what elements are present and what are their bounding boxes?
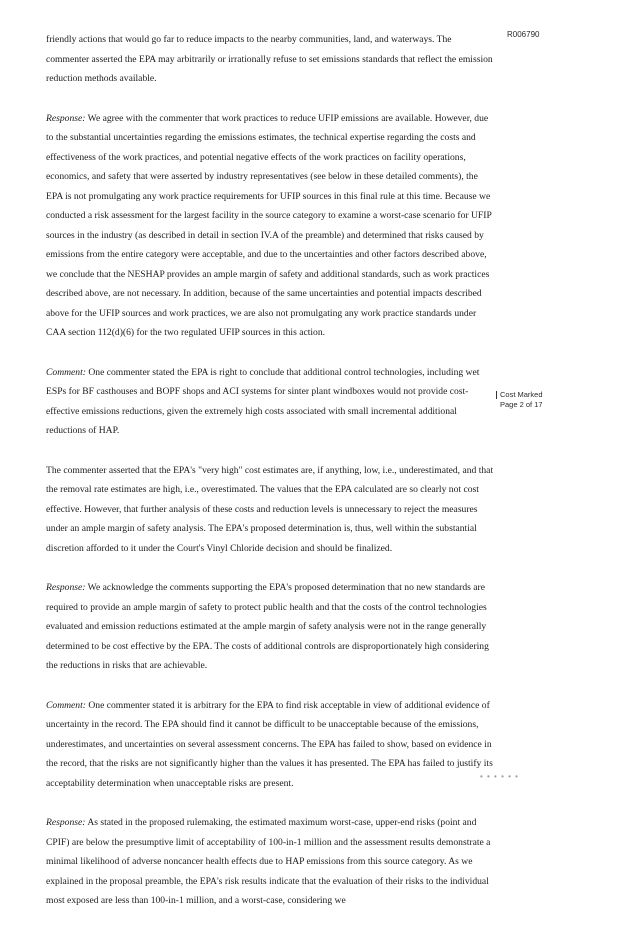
paragraph-text: We acknowledge the comments supporting the EPA's proposed determination that no new standards are required to provide an ample margin of safety to protect public health and that the costs of the control technologies evaluated and emission reductions estimated at the ample margin of safety analysis were not in the range generally determined to be cost effective by the EPA. The costs of additional controls are disproportionately high considering the reductions in risks that are achievable. [46, 582, 489, 671]
paragraph-text: The commenter asserted that the EPA's "very high" cost estimates are, if anything, low, i.e., underestimated, and that the removal rate estimates are high, i.e., overestimated. The values that the EPA calculated are so clearly not cost effective. However, that further analysis of these costs and reduction levels is unnecessary to reject the measures under an ample margin of safety analysis. The EPA's proposed determination is, thus, well within the substantial discretion afforded to it under the Court's Vinyl Chloride decision and should be finalized. [46, 464, 494, 554]
annotation-line-2: Page 2 of 17 [500, 400, 543, 409]
annotation-marker [496, 391, 497, 399]
document-id: R006790 [507, 30, 540, 39]
paragraph-lead: Response: [46, 817, 86, 828]
paragraph-5 [46, 578, 496, 676]
paragraph-4 [46, 461, 496, 559]
paragraph-6 [46, 696, 496, 794]
paragraph-lead: Comment: [46, 699, 86, 711]
paragraph-1 [46, 30, 496, 89]
paragraph-3 [46, 363, 496, 441]
paragraph-lead: Response: [46, 582, 86, 593]
paragraph-lead: Comment: [46, 366, 86, 378]
paragraph-text: friendly actions that would go far to reduce impacts to the nearby communities, land, and waterways. The commenter asserted the EPA may arbitrarily or irrationally refuse to set emissions standards that reflect the emission reduction methods available. [46, 34, 493, 84]
paragraph-2 [46, 109, 496, 343]
paragraph-text: As stated in the proposed rulemaking, the estimated maximum worst-case, upper-end risks (point and CPIF) are below the presumptive limit of acceptability of 100-in-1 million and the assessment results demonstrate a minimal likelihood of adverse noncancer health effects due to HAP emissions from this source category. As we explained in the proposal preamble, the EPA's risk results indicate that the evaluation of their risks to the individual most exposed are less than 100-in-1 million, and a worst-case, considering we [46, 817, 491, 906]
footer-mark: • • • • • • [480, 772, 519, 781]
paragraph-7 [46, 813, 496, 911]
document-body [46, 30, 496, 931]
paragraph-text: We agree with the commenter that work practices to reduce UFIP emissions are available. However, due to the substantial uncertainties regarding the emissions estimates, the technical expertise regarding the costs and effectiveness of the work practices, and potential negative effects of the work practices on facility operations, economics, and safety that were asserted by industry representatives (see below in these detailed comments), the EPA is not promulgating any work practice requirements for UFIP sources in this final rule at this time. Because we conducted a risk assessment for the largest facility in the source category to examine a worst-case scenario for UFIP sources in the industry (as described in detail in section IV.A of the preamble) and determined that risks caused by emissions from the entire category were acceptable, and due to the uncertainties and other factors described above, we conclude that the NESHAP provides an ample margin of safety and additional standards, such as work practices described above, are not necessary. In addition, because of the same uncertainties and potential impacts described above for the UFIP sources and work practices, we are also not promulgating any work practice standards under CAA section 112(d)(6) for the two regulated UFIP sources in this action. [46, 112, 492, 338]
annotation-line-1: Cost Marked [500, 390, 543, 399]
paragraph-lead: Response: [46, 112, 86, 124]
paragraph-text: One commenter stated the EPA is right to conclude that additional control technologies, including wet ESPs for BF casthouses and BOPF shops and ACI systems for sinter plant windboxes would not provide cost-effective emissions reductions, given the extremely high costs associated with small incremental additional reductions of HAP. [46, 366, 480, 436]
margin-annotation [500, 390, 570, 410]
paragraph-text: One commenter stated it is arbitrary for the EPA to find risk acceptable in view of additional evidence of uncertainty in the record. The EPA should find it cannot be difficult to be unacceptable because of the emissions, underestimates, and uncertainties on several assessment concerns. The EPA has failed to show, based on evidence in the record, that the risks are not significantly higher than the values it has presented. The EPA has failed to justify its acceptability determination when unacceptable risks are present. [46, 699, 493, 789]
